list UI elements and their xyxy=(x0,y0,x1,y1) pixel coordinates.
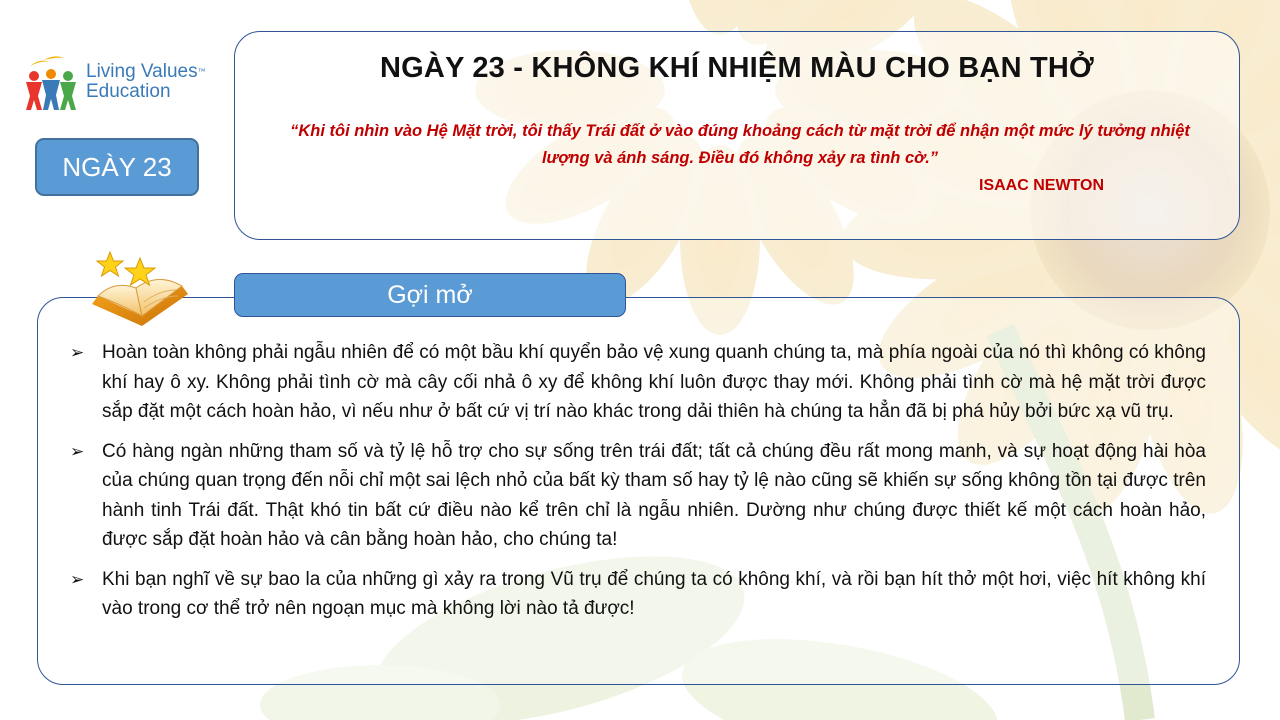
list-item xyxy=(70,565,1206,624)
title-box xyxy=(234,31,1240,240)
logo-text xyxy=(86,62,206,102)
list-item-text: Có hàng ngàn những tham số và tỷ lệ hỗ trợ cho sự sống trên trái đất; tất cả chúng đều rất mong manh, và sự hoạt động hài hòa của chúng quan trọng đến nỗi chỉ một sai lệch nhỏ của bất kỳ tham số hay tỷ lệ nào cũng sẽ khiến sự sống không tồn tại được trên hành tinh Trái đất. Thật khó tin bất cứ điều nào kể trên chỉ là ngẫu nhiên. Dường như chúng được thiết kế một cách hoàn hảo, được sắp đặt hoàn hảo và cân bằng hoàn hảo, cho chúng ta! xyxy=(102,440,1206,550)
day-badge: NGÀY 23 xyxy=(35,138,199,196)
logo-subtitle: Education xyxy=(86,81,171,102)
arrow-bullet-icon: ➢ xyxy=(70,343,85,362)
logo-name: Living Values xyxy=(86,61,198,82)
living-values-logo-icon xyxy=(22,52,80,112)
bullet-list xyxy=(70,338,1206,634)
list-item-text: Khi bạn nghĩ về sự bao la của những gì xảy ra trong Vũ trụ để chúng ta có không khí, và rồi bạn hít thở một hơi, việc hít không khí vào trong cơ thể trở nên ngoạn mục mà không lời nào tả được! xyxy=(102,568,1206,619)
logo-trademark: ™ xyxy=(197,67,206,76)
quote-text: “Khi tôi nhìn vào Hệ Mặt trời, tôi thấy Trái đất ở vào đúng khoảng cách từ mặt trời để nhận một mức lý tưởng nhiệt lượng và ánh sáng. Điều đó không xảy ra tình cờ.” xyxy=(290,122,1190,167)
living-values-logo xyxy=(22,52,222,112)
arrow-bullet-icon: ➢ xyxy=(70,569,85,589)
book-stars-icon xyxy=(84,246,194,334)
list-item-text: Hoàn toàn không phải ngẫu nhiên để có một bầu khí quyển bảo vệ xung quanh chúng ta, mà phía ngoài của nó thì không có không khí hay ô xy. Không phải tình cờ mà cây cối nhả ô xy để không khí luôn được thay mới. Không phải tình cờ mà hệ mặt trời được sắp đặt một cách hoàn hảo, vì nếu như ở bất cứ vị trí nào khác trong dải thiên hà chúng ta hẳn đã bị phá hủy bởi bức xạ vũ trụ. xyxy=(102,342,1206,422)
list-item xyxy=(70,437,1206,555)
page-title: NGÀY 23 - KHÔNG KHÍ NHIỆM MÀU CHO BẠN THỞ xyxy=(380,52,1094,84)
section-title: Gợi mở xyxy=(234,273,626,317)
arrow-bullet-icon: ➢ xyxy=(70,441,85,461)
quote-author: ISAAC NEWTON xyxy=(979,177,1105,194)
list-item xyxy=(70,338,1206,427)
